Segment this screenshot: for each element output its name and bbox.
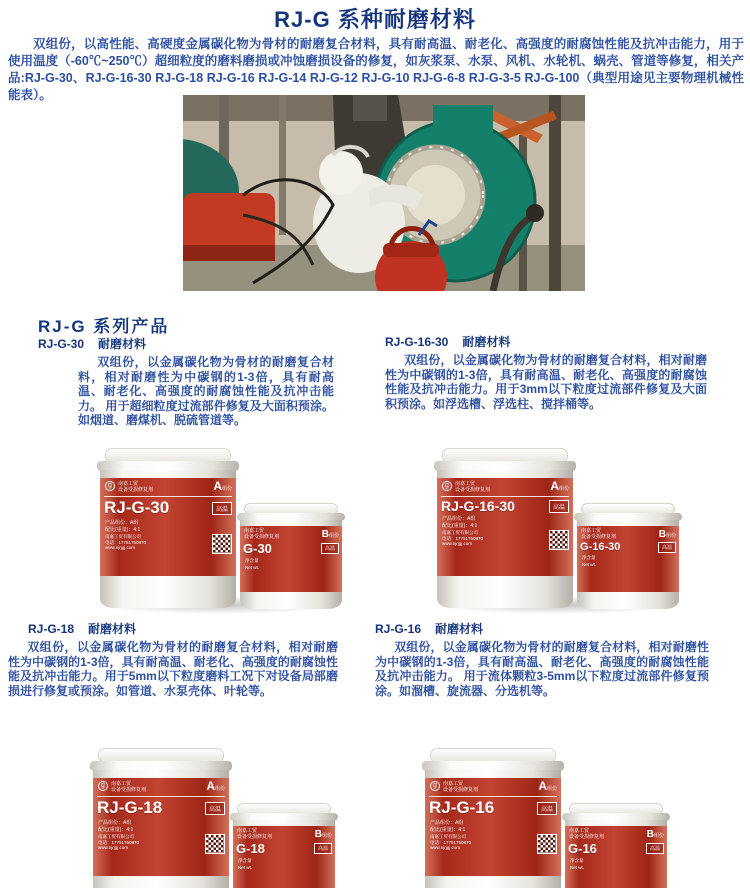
bucket-large xyxy=(90,748,232,888)
label-fineprint: 南嘉工贸有限公司 电话：17751750870 www.njrjgj.com xyxy=(430,834,472,851)
bucket-large xyxy=(422,748,564,888)
label-specs: 产品组份：A组 配比(重量)：4:1 xyxy=(105,520,141,533)
high-temp-badge: 高温 xyxy=(549,500,569,513)
brand-logo-icon: g xyxy=(442,481,452,491)
label-fineprint: 南嘉工贸有限公司 电话：17751750870 www.njrjgj.com xyxy=(442,530,484,547)
label-model-text: G-16 xyxy=(568,841,597,856)
product-photo-rj-g-16 xyxy=(420,748,688,888)
label-specs: 产品组份：A组 配比(重量)：4:1 xyxy=(442,516,478,529)
component-a-mark: A组份 xyxy=(538,779,557,793)
bucket-large xyxy=(97,448,239,608)
bucket-body xyxy=(437,470,573,608)
bucket-label xyxy=(425,778,561,876)
label-model-text: RJ-G-30 xyxy=(104,498,170,517)
product-description: 双组份，以金属碳化物为骨材的耐磨复合材料，相对耐磨性为中碳钢的1-3倍，具有耐高温、耐老化、高强度的耐腐蚀性能及抗冲击能力。 用于流体颗粒3-5mm以下粒度过流部件修复预涂。如溜槽、旋流器、分选机等。 xyxy=(375,640,709,698)
high-temp-badge: 高温 xyxy=(314,843,332,854)
intro-paragraph: 双组份，以高性能、高硬度金属碳化物为骨材的耐磨复合材料，具有耐高温、耐老化、高强度的耐腐蚀性能及抗冲击能力，用于使用温度（-60℃~250℃）超细粒度的磨料磨损或冲蚀磨损设备的修复，如灰浆泵、水泵、风机、水轮机、蜗壳、管道等修复，相关产品:RJ-G-30、RJ-G-16-30 RJ-G-18 RJ-G-16 RJ-G-14 RJ-G-12 RJ-G-10 RJ-G-6-8 RJ-G-3-5 RJ-G-100（典型用途见主要物理机械性能表）。 xyxy=(8,37,744,102)
qr-code xyxy=(205,834,225,854)
label-divider xyxy=(97,796,225,797)
component-b-mark: B组份 xyxy=(658,529,676,540)
product-category: 耐磨材料 xyxy=(462,335,511,349)
product-heading xyxy=(375,620,750,637)
high-temp-badge: 高温 xyxy=(205,802,225,815)
label-model-text: RJ-G-18 xyxy=(97,798,163,817)
brand-text: 南嘉工贸 设备受损修复剂 xyxy=(118,481,154,493)
brand-text: 南嘉工贸 设备受损修复剂 xyxy=(569,828,605,840)
product-block-rj-g-16-30 xyxy=(375,333,750,567)
bucket-label xyxy=(437,478,573,576)
label-specs: 净含量 Net wt. xyxy=(582,555,597,567)
industrial-repair-photo xyxy=(183,95,585,291)
component-a-mark: A组份 xyxy=(206,779,225,793)
label-model-text: G-18 xyxy=(236,841,265,856)
series-section-heading: RJ-G 系列产品 xyxy=(38,317,170,336)
label-divider xyxy=(104,496,232,497)
product-block-rj-g-16 xyxy=(375,620,750,870)
product-model: RJ-G-16-30 xyxy=(385,335,449,349)
product-block-rj-g-30 xyxy=(0,335,372,570)
bucket-body xyxy=(100,470,236,608)
bucket-small xyxy=(230,803,338,888)
bucket-small xyxy=(562,803,670,888)
qr-code xyxy=(212,534,232,554)
brand-logo-icon: g xyxy=(98,781,108,791)
label-divider xyxy=(441,496,569,497)
label-model-text: RJ-G-16 xyxy=(429,798,495,817)
product-block-rj-g-18 xyxy=(0,620,372,870)
product-heading xyxy=(375,333,750,350)
brand-text: 南嘉工贸 设备受损修复剂 xyxy=(111,781,147,793)
label-fineprint: 南嘉工贸有限公司 电话：17751750870 www.njrjgj.com xyxy=(105,534,147,551)
bucket-label xyxy=(100,478,236,576)
photo-illustration xyxy=(183,95,585,291)
bucket-label xyxy=(93,778,229,876)
brand-text: 南嘉工贸 设备受损修复剂 xyxy=(455,481,491,493)
bucket-body xyxy=(577,520,679,609)
bucket-body xyxy=(233,820,335,888)
label-model-text: G-16-30 xyxy=(580,541,621,553)
high-temp-badge: 高温 xyxy=(537,802,557,815)
product-heading xyxy=(0,620,372,637)
product-model: RJ-G-16 xyxy=(375,622,422,636)
bucket-large xyxy=(434,448,576,608)
brand-text: 南嘉工贸 设备受损修复剂 xyxy=(443,781,479,793)
label-model-text: G-30 xyxy=(243,541,272,556)
component-b-mark: B组份 xyxy=(314,829,332,840)
bucket-body xyxy=(565,820,667,888)
product-description: 双组份，以金属碳化物为骨材的耐磨复合材料，相对耐磨性为中碳钢的1-3倍，具有耐高温、耐老化、高强度的耐腐蚀性能及抗冲击能力。 用于超细粒度过流部件修复及大面积预涂。如烟道、磨煤机、脱硫管道等。 xyxy=(78,355,334,428)
product-category: 耐磨材料 xyxy=(98,337,147,351)
bucket-small xyxy=(574,503,682,609)
bucket-small xyxy=(237,503,345,609)
label-specs: 净含量 Net wt. xyxy=(570,858,585,870)
bucket-body xyxy=(93,770,229,888)
brand-logo-icon: g xyxy=(105,481,115,491)
label-specs: 净含量 Net wt. xyxy=(238,858,253,870)
high-temp-badge: 高温 xyxy=(658,542,676,553)
qr-code xyxy=(537,834,557,854)
product-category: 耐磨材料 xyxy=(88,622,137,636)
label-divider xyxy=(429,796,557,797)
product-photo-rj-g-30 xyxy=(95,448,363,620)
label-specs: 产品组份：A组 配比(重量)：4:1 xyxy=(98,820,134,833)
high-temp-badge: 高温 xyxy=(212,502,232,515)
component-a-mark: A组份 xyxy=(550,479,569,493)
component-b-mark: B组份 xyxy=(321,529,339,540)
qr-code xyxy=(549,530,569,550)
bucket-label xyxy=(240,526,342,592)
product-model: RJ-G-18 xyxy=(28,622,75,636)
high-temp-badge: 高温 xyxy=(646,843,664,854)
product-photo-rj-g-18 xyxy=(88,748,356,888)
high-temp-badge: 高温 xyxy=(321,543,339,554)
brand-logo-icon: g xyxy=(430,781,440,791)
product-category: 耐磨材料 xyxy=(435,622,484,636)
label-specs: 产品组份：A组 配比(重量)：4:1 xyxy=(430,820,466,833)
product-heading xyxy=(0,335,372,352)
bucket-label xyxy=(565,826,667,888)
product-description: 双组份，以金属碳化物为骨材的耐磨复合材料，相对耐磨性为中碳钢的1-3倍，具有耐高温、耐老化、高强度的耐腐蚀性能及抗冲击能力。用于5mm以下粒度磨料工况下对设备局部磨损进行修复或预涂。如管道、水泵壳体、叶轮等。 xyxy=(8,640,338,698)
page-title: RJ-G 系种耐磨材料 xyxy=(274,7,476,32)
label-fineprint: 南嘉工贸有限公司 电话：17751750870 www.njrjgj.com xyxy=(98,834,140,851)
bucket-label xyxy=(233,826,335,888)
bucket-body xyxy=(425,770,561,888)
component-a-mark: A组份 xyxy=(213,479,232,493)
bucket-label xyxy=(577,526,679,592)
label-model-text: RJ-G-16-30 xyxy=(441,498,515,514)
component-b-mark: B组份 xyxy=(646,829,664,840)
label-specs: 净含量 Net wt. xyxy=(245,558,260,570)
bucket-body xyxy=(240,520,342,609)
product-description: 双组份，以金属碳化物为骨材的耐磨复合材料，相对耐磨性为中碳钢的1-3倍，具有耐高温、耐老化、高强度的耐腐蚀性能及抗冲击能力。用于3mm以下粒度过流部件修复及大面积预涂。如浮选槽、浮选柱、搅拌桶等。 xyxy=(385,353,707,411)
brand-text: 南嘉工贸 设备受损修复剂 xyxy=(244,528,280,540)
brand-text: 南嘉工贸 设备受损修复剂 xyxy=(237,828,273,840)
product-photo-rj-g-16-30 xyxy=(432,448,700,620)
product-model: RJ-G-30 xyxy=(38,337,85,351)
brand-text: 南嘉工贸 设备受损修复剂 xyxy=(581,528,617,540)
